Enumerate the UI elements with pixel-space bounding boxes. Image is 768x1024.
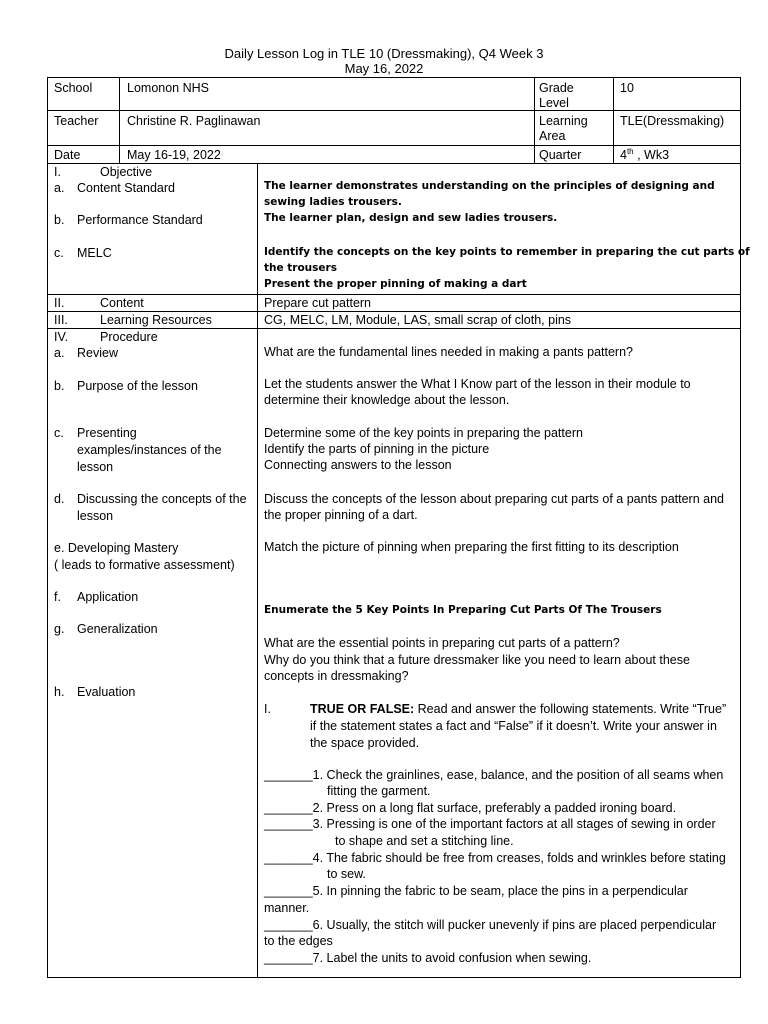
purpose-text-2: determine their knowledge about the lesson. (264, 393, 510, 407)
mastery-text: Match the picture of pinning when preparing the first fitting to its description (264, 540, 679, 554)
presenting-label: Presenting (77, 426, 137, 440)
review-text: What are the fundamental lines needed in making a pants pattern? (264, 345, 633, 359)
grade-label: Grade (539, 81, 574, 95)
content-standard-label: Content Standard (77, 181, 175, 195)
question-6: _______6. Usually, the stitch will pucker unevenly if pins are placed perpendicular (264, 918, 717, 932)
discussing-text-2: the proper pinning of a dart. (264, 508, 418, 522)
area-label: Learning (539, 114, 588, 128)
area-label-2: Area (539, 129, 566, 143)
mastery-label: e. Developing Mastery (54, 541, 179, 555)
row-divider (47, 145, 741, 146)
question-2: _______2. Press on a long flat surface, preferably a padded ironing board. (264, 801, 677, 815)
resources-heading: Learning Resources (100, 313, 212, 327)
content-heading: Content (100, 296, 144, 310)
row-divider (47, 294, 741, 295)
true-false-instructions: TRUE OR FALSE: Read and answer the following statements. Write “True” (310, 702, 727, 716)
purpose-label: Purpose of the lesson (77, 379, 198, 393)
application-label: Application (77, 590, 139, 604)
presenting-text-3: Connecting answers to the lesson (264, 458, 452, 472)
generalization-text: What are the essential points in preparing cut parts of a pattern? (264, 636, 620, 650)
column-divider (257, 163, 258, 978)
melc-text-3: Present the proper pinning of making a dart (264, 278, 527, 290)
column-divider (534, 77, 535, 164)
row-divider (47, 110, 741, 111)
melc-num: c. (54, 246, 64, 260)
procedure-heading: Procedure (100, 330, 158, 344)
melc-text: Identify the concepts on the key points to remember in preparing the cut parts of (264, 246, 750, 258)
content-standard-num: a. (54, 181, 65, 195)
content-value: Prepare cut pattern (264, 296, 372, 310)
presenting-text: Determine some of the key points in preparing the pattern (264, 426, 583, 440)
discussing-num: d. (54, 492, 65, 506)
teacher-value: Christine R. Paglinawan (127, 114, 261, 128)
application-text: Enumerate the 5 Key Points In Preparing Cut Parts Of The Trousers (264, 604, 662, 616)
question-5: _______5. In pinning the fabric to be seam, place the pins in a perpendicular (264, 884, 688, 898)
document-date: May 16, 2022 (344, 61, 424, 76)
column-divider (613, 77, 614, 164)
resources-num: III. (54, 313, 68, 327)
generalization-text-3: concepts in dressmaking? (264, 669, 409, 683)
quarter-label: Quarter (539, 148, 582, 162)
school-value: Lomonon NHS (127, 81, 209, 95)
grade-value: 10 (620, 81, 634, 95)
melc-label: MELC (77, 246, 112, 260)
discussing-text: Discuss the concepts of the lesson about preparing cut parts of a pants pattern and (264, 492, 725, 506)
question-5-cont: manner. (264, 901, 310, 915)
resources-value: CG, MELC, LM, Module, LAS, small scrap of cloth, pins (264, 313, 572, 327)
mastery-label-2: ( leads to formative assessment) (54, 558, 235, 572)
generalization-num: g. (54, 622, 65, 636)
question-4-cont: to sew. (327, 867, 366, 881)
evaluation-label: Evaluation (77, 685, 136, 699)
application-num: f. (54, 590, 61, 604)
school-label: School (54, 81, 93, 95)
presenting-label-2: examples/instances of the (77, 443, 222, 457)
question-3: _______3. Pressing is one of the important factors at all stages of sewing in order (264, 817, 716, 831)
document-title: Daily Lesson Log in TLE 10 (Dressmaking), Q4 Week 3 (224, 46, 544, 61)
performance-standard-text: The learner plan, design and sew ladies trousers. (264, 212, 558, 224)
area-value: TLE(Dressmaking) (620, 114, 725, 128)
procedure-num: IV. (54, 330, 69, 344)
content-standard-text-2: sewing ladies trousers. (264, 196, 402, 208)
date-value: May 16-19, 2022 (127, 148, 221, 162)
question-6-cont: to the edges (264, 934, 333, 948)
presenting-label-3: lesson (77, 460, 114, 474)
purpose-text: Let the students answer the What I Know part of the lesson in their module to (264, 377, 691, 391)
table-border-top (47, 77, 741, 78)
date-label: Date (54, 148, 81, 162)
table-border-right (740, 77, 741, 978)
performance-standard-num: b. (54, 213, 65, 227)
column-divider (119, 77, 120, 164)
evaluation-roman: I. (264, 702, 271, 716)
grade-label-2: Level (539, 96, 569, 110)
true-false-instructions-2: if the statement states a fact and “False” if it doesn’t. Write your answer in (310, 719, 717, 733)
review-label: Review (77, 346, 118, 360)
question-4: _______4. The fabric should be free from creases, folds and wrinkles before stating (264, 851, 726, 865)
presenting-num: c. (54, 426, 64, 440)
table-border-bottom (47, 977, 741, 978)
question-1: _______1. Check the grainlines, ease, balance, and the position of all seams when (264, 768, 724, 782)
discussing-label-2: lesson (77, 509, 114, 523)
generalization-label: Generalization (77, 622, 158, 636)
question-7: _______7. Label the units to avoid confusion when sewing. (264, 951, 592, 965)
question-3-cont: to shape and set a stitching line. (335, 834, 514, 848)
objective-num: I. (54, 165, 61, 179)
presenting-text-2: Identify the parts of pinning in the picture (264, 442, 490, 456)
table-border-left (47, 77, 48, 978)
review-num: a. (54, 346, 65, 360)
content-standard-text: The learner demonstrates understanding on the principles of designing and (264, 180, 715, 192)
discussing-label: Discussing the concepts of the (77, 492, 247, 506)
teacher-label: Teacher (54, 114, 99, 128)
generalization-text-2: Why do you think that a future dressmaker like you need to learn about these (264, 653, 690, 667)
melc-text-2: the trousers (264, 262, 337, 274)
purpose-num: b. (54, 379, 65, 393)
content-num: II. (54, 296, 65, 310)
true-false-instructions-3: the space provided. (310, 736, 420, 750)
evaluation-num: h. (54, 685, 65, 699)
question-1-cont: fitting the garment. (327, 784, 431, 798)
performance-standard-label: Performance Standard (77, 213, 203, 227)
objective-heading: Objective (100, 165, 153, 179)
quarter-value: 4th , Wk3 (620, 146, 670, 162)
